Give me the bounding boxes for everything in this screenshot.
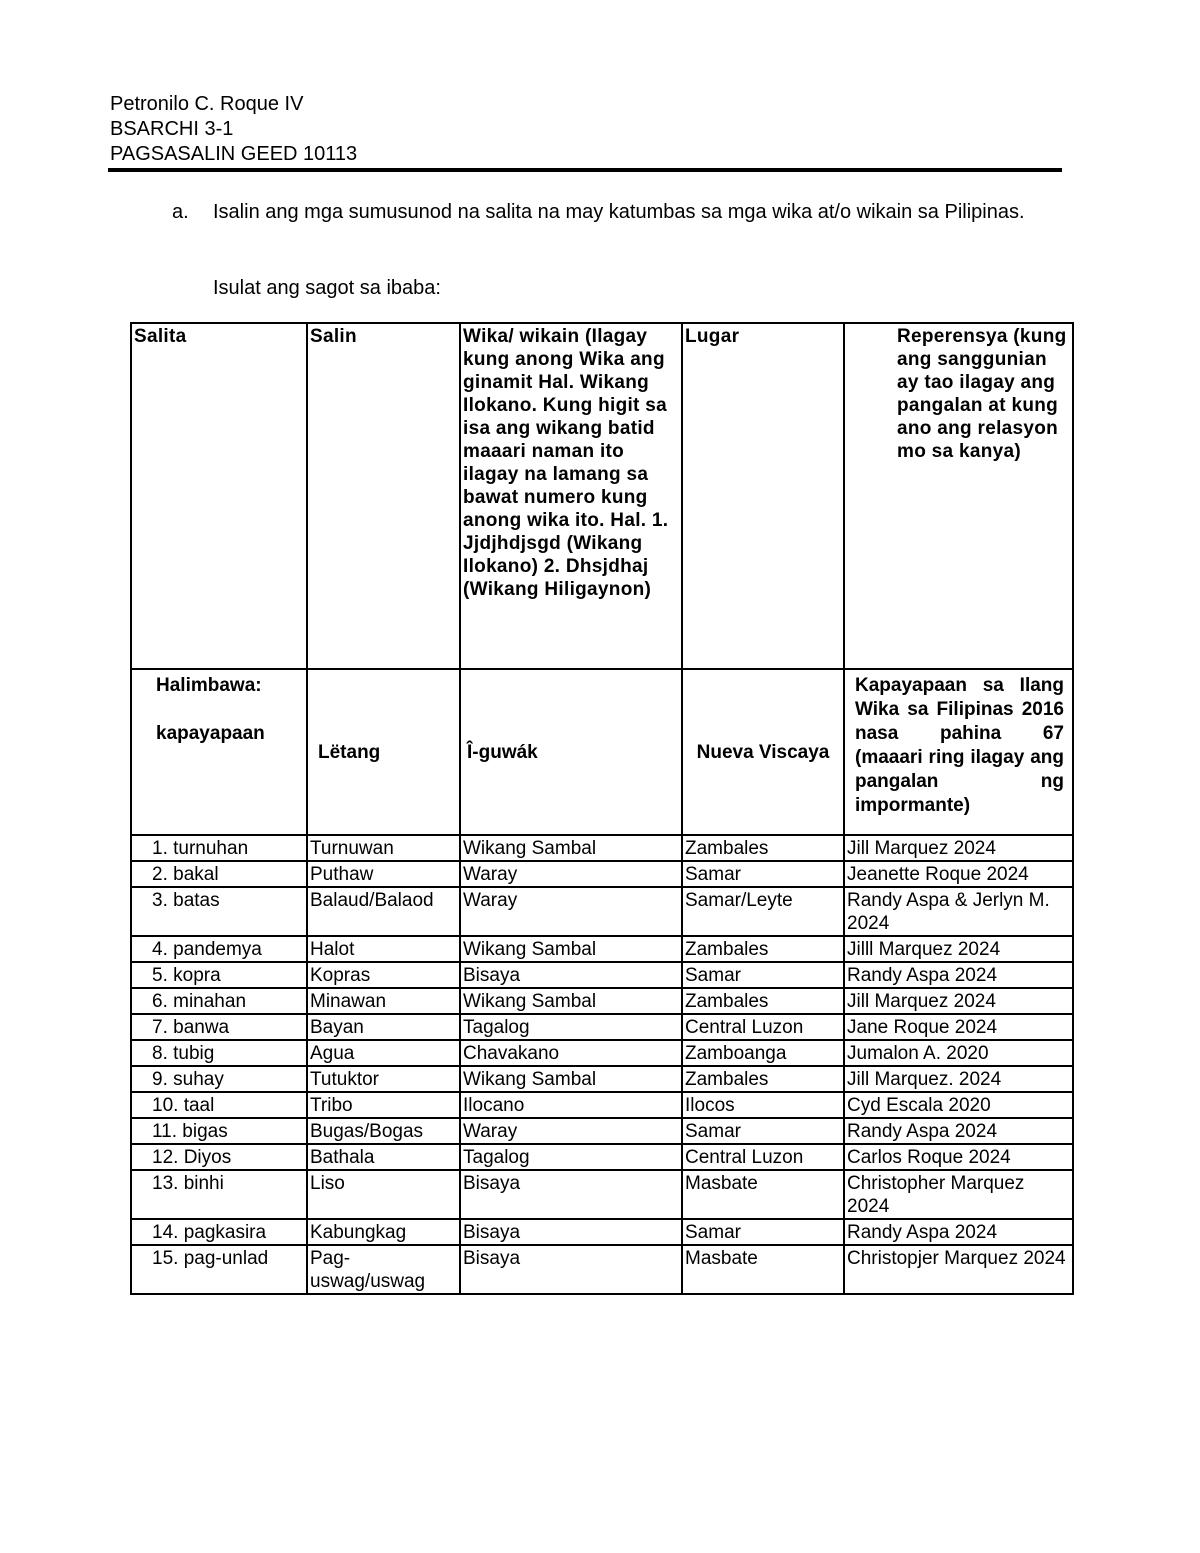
cell-ref: Jeanette Roque 2024 (844, 861, 1073, 887)
cell-salita: 13. binhi (131, 1170, 307, 1219)
cell-wika: Waray (460, 861, 682, 887)
cell-lugar: Ilocos (682, 1092, 844, 1118)
table-header-row (131, 323, 1073, 669)
table-row (131, 988, 1073, 1014)
table-row (131, 1144, 1073, 1170)
cell-salin: Kopras (307, 962, 460, 988)
cell-wika: Wikang Sambal (460, 988, 682, 1014)
instruction-marker: a. (172, 201, 189, 223)
table-row (131, 1040, 1073, 1066)
cell-lugar: Samar/Leyte (682, 887, 844, 936)
cell-lugar: Samar (682, 861, 844, 887)
translation-table (130, 322, 1074, 1295)
table-row (131, 835, 1073, 861)
cell-lugar: Zambales (682, 835, 844, 861)
header-salin: Salin (307, 323, 460, 669)
cell-lugar: Zamboanga (682, 1040, 844, 1066)
header-salita: Salita (131, 323, 307, 669)
cell-ref: Randy Aspa 2024 (844, 1219, 1073, 1245)
example-wika: Î-guwák (460, 669, 682, 835)
cell-salin: Balaud/Balaod (307, 887, 460, 936)
cell-ref: Jill Marquez 2024 (844, 988, 1073, 1014)
cell-ref: Jill Marquez. 2024 (844, 1066, 1073, 1092)
cell-ref: Jumalon A. 2020 (844, 1040, 1073, 1066)
cell-salin: Pag-uswag/uswag (307, 1245, 460, 1294)
cell-salin: Halot (307, 936, 460, 962)
cell-ref: Carlos Roque 2024 (844, 1144, 1073, 1170)
cell-salita: 12. Diyos (131, 1144, 307, 1170)
student-section: BSARCHI 3-1 (110, 118, 234, 140)
cell-ref: Christopjer Marquez 2024 (844, 1245, 1073, 1294)
cell-salita: 5. kopra (131, 962, 307, 988)
example-salin: Lëtang (307, 669, 460, 835)
cell-wika: Wikang Sambal (460, 936, 682, 962)
instruction-item (172, 200, 1032, 225)
cell-lugar: Samar (682, 1118, 844, 1144)
cell-lugar: Masbate (682, 1245, 844, 1294)
example-row (131, 669, 1073, 835)
cell-ref: Randy Aspa & Jerlyn M. 2024 (844, 887, 1073, 936)
course-code: PAGSASALIN GEED 10113 (110, 143, 358, 165)
cell-lugar: Samar (682, 1219, 844, 1245)
cell-ref: Cyd Escala 2020 (844, 1092, 1073, 1118)
cell-salita: 4. pandemya (131, 936, 307, 962)
example-label: Halimbawa: (156, 675, 262, 696)
table-row (131, 887, 1073, 936)
student-name: Petronilo C. Roque IV (110, 93, 304, 115)
header-wika: Wika/ wikain (Ilagay kung anong Wika ang ginamit Hal. Wikang Ilokano. Kung higit sa isa ang wikang batid maaari naman ito ilagay na lamang sa bawat numero kung anong wika ito. Hal. 1. Jjdjhdjsgd (Wikang Ilokano) 2. Dhsjdhaj (Wikang Hiligaynon) (460, 323, 682, 669)
example-word-cell (131, 669, 307, 835)
header-reperensya: Reperensya (kung ang sanggunian ay tao ilagay ang pangalan at kung ano ang relasyon mo sa kanya) (844, 323, 1073, 669)
cell-wika: Tagalog (460, 1144, 682, 1170)
cell-salita: 10. taal (131, 1092, 307, 1118)
cell-salin: Liso (307, 1170, 460, 1219)
cell-lugar: Samar (682, 962, 844, 988)
cell-lugar: Central Luzon (682, 1014, 844, 1040)
table-body (131, 835, 1073, 1294)
cell-salita: 8. tubig (131, 1040, 307, 1066)
cell-salin: Turnuwan (307, 835, 460, 861)
cell-wika: Tagalog (460, 1014, 682, 1040)
table-row (131, 1118, 1073, 1144)
cell-lugar: Zambales (682, 988, 844, 1014)
cell-salita: 14. pagkasira (131, 1219, 307, 1245)
cell-salita: 2. bakal (131, 861, 307, 887)
instruction-subtext: Isulat ang sagot sa ibaba: (213, 277, 441, 299)
cell-lugar: Zambales (682, 1066, 844, 1092)
cell-wika: Waray (460, 887, 682, 936)
cell-wika: Bisaya (460, 962, 682, 988)
cell-ref: Jilll Marquez 2024 (844, 936, 1073, 962)
cell-lugar: Masbate (682, 1170, 844, 1219)
table-row (131, 1014, 1073, 1040)
cell-salin: Tutuktor (307, 1066, 460, 1092)
cell-wika: Wikang Sambal (460, 1066, 682, 1092)
table-row (131, 1066, 1073, 1092)
cell-lugar: Central Luzon (682, 1144, 844, 1170)
cell-salita: 1. turnuhan (131, 835, 307, 861)
cell-salin: Minawan (307, 988, 460, 1014)
cell-salin: Bugas/Bogas (307, 1118, 460, 1144)
cell-salin: Bathala (307, 1144, 460, 1170)
table-row (131, 1245, 1073, 1294)
instruction-text: Isalin ang mga sumusunod na salita na may katumbas sa mga wika at/o wikain sa Pilipinas. (213, 201, 1025, 223)
cell-wika: Bisaya (460, 1170, 682, 1219)
header-lugar: Lugar (682, 323, 844, 669)
table-row (131, 1219, 1073, 1245)
example-word: kapayapaan (156, 723, 265, 744)
cell-salita: 3. batas (131, 887, 307, 936)
cell-salita: 15. pag-unlad (131, 1245, 307, 1294)
cell-ref: Jane Roque 2024 (844, 1014, 1073, 1040)
cell-wika: Wikang Sambal (460, 835, 682, 861)
cell-salin: Agua (307, 1040, 460, 1066)
header-divider (108, 168, 1062, 172)
table-row (131, 1092, 1073, 1118)
cell-salin: Tribo (307, 1092, 460, 1118)
cell-wika: Bisaya (460, 1245, 682, 1294)
example-reference: Kapayapaan sa Ilang Wika sa Filipinas 2016 nasa pahina 67 (maaari ring ilagay ang pangalan ng impormante) (844, 669, 1073, 835)
table-row (131, 962, 1073, 988)
cell-wika: Chavakano (460, 1040, 682, 1066)
cell-salita: 7. banwa (131, 1014, 307, 1040)
cell-ref: Christopher Marquez 2024 (844, 1170, 1073, 1219)
cell-ref: Randy Aspa 2024 (844, 1118, 1073, 1144)
cell-salita: 6. minahan (131, 988, 307, 1014)
cell-salita: 9. suhay (131, 1066, 307, 1092)
table-row (131, 1170, 1073, 1219)
example-lugar: Nueva Viscaya (682, 669, 844, 835)
cell-salin: Kabungkag (307, 1219, 460, 1245)
cell-wika: Ilocano (460, 1092, 682, 1118)
cell-salita: 11. bigas (131, 1118, 307, 1144)
cell-ref: Jill Marquez 2024 (844, 835, 1073, 861)
table-row (131, 861, 1073, 887)
cell-lugar: Zambales (682, 936, 844, 962)
cell-salin: Puthaw (307, 861, 460, 887)
table-row (131, 936, 1073, 962)
cell-ref: Randy Aspa 2024 (844, 962, 1073, 988)
document-header (110, 92, 357, 167)
cell-salin: Bayan (307, 1014, 460, 1040)
cell-wika: Waray (460, 1118, 682, 1144)
cell-wika: Bisaya (460, 1219, 682, 1245)
